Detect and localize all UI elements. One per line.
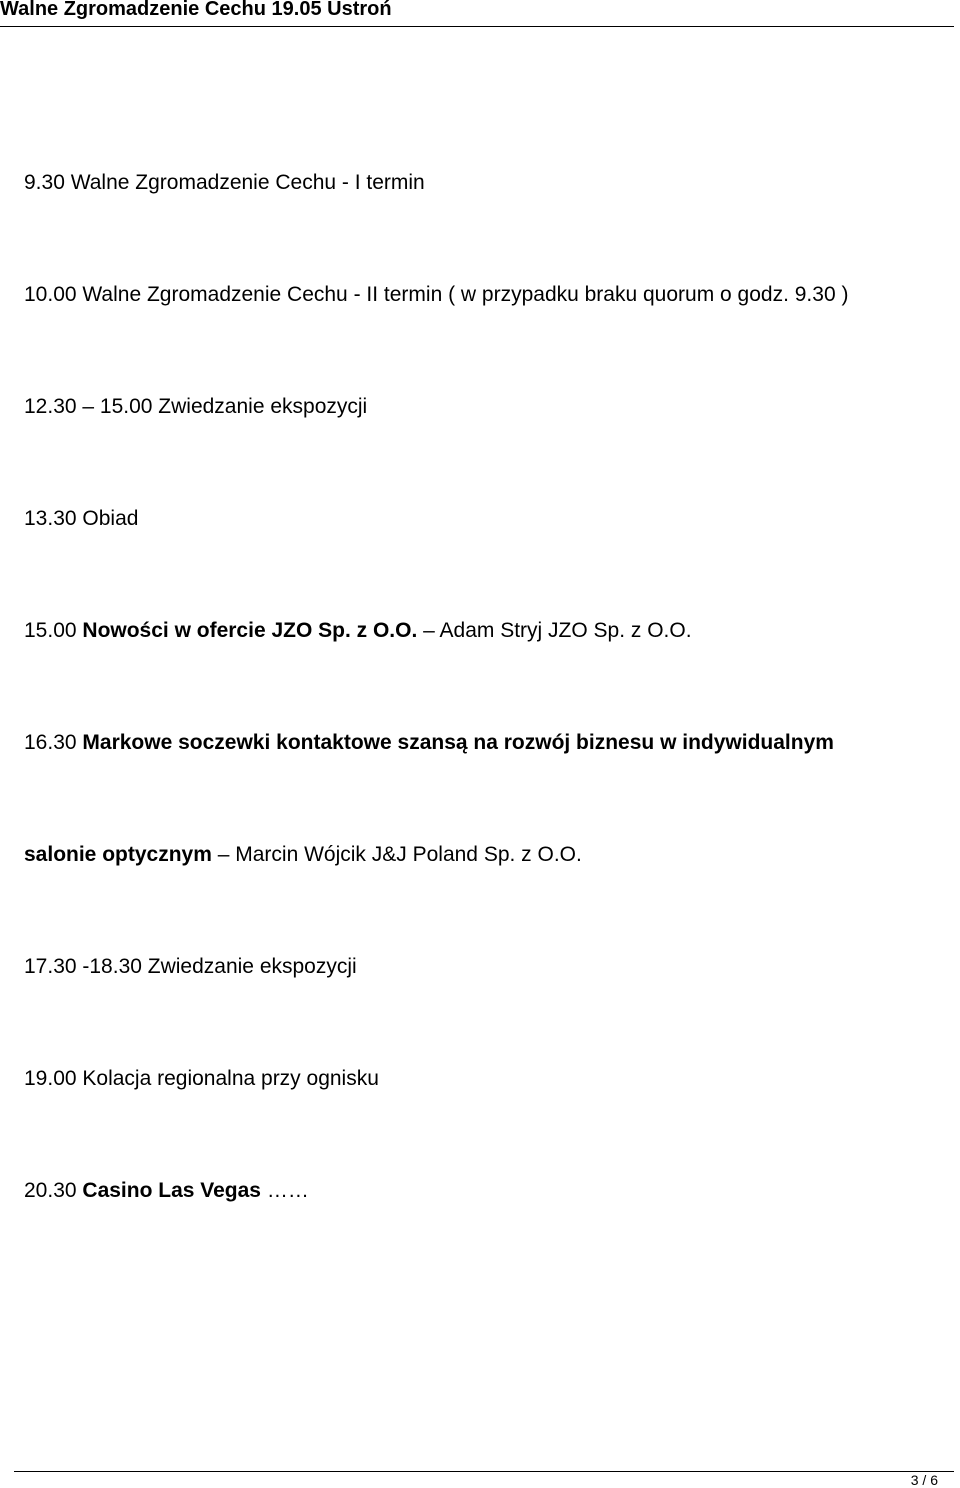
agenda-item-title: Markowe soczewki kontaktowe szansą na rozwój biznesu w indywidualnym (82, 731, 834, 754)
agenda-item-1730 (24, 954, 357, 980)
agenda-item-speaker: – Marcin Wójcik J&J Poland Sp. z O.O. (217, 843, 582, 866)
agenda-item-text: 17.30 -18.30 Zwiedzanie ekspozycji (24, 955, 357, 978)
agenda-item-text: 13.30 Obiad (24, 507, 139, 530)
agenda-item-title: Nowości w ofercie JZO Sp. z O.O. (82, 619, 418, 642)
document-title: Walne Zgromadzenie Cechu 19.05 Ustroń (0, 0, 392, 20)
agenda-item-title: salonie optycznym (24, 843, 212, 866)
agenda-item-1500 (24, 618, 692, 644)
agenda-item-1230 (24, 394, 367, 420)
agenda-item-0930 (24, 170, 425, 196)
agenda-item-2030 (24, 1178, 309, 1204)
agenda-item-time: 16.30 (24, 731, 77, 754)
agenda-item-1330 (24, 506, 138, 532)
agenda-item-text: 9.30 Walne Zgromadzenie Cechu - I termin (24, 171, 425, 194)
document-header (0, 0, 960, 32)
agenda-item-title: Casino Las Vegas (82, 1179, 261, 1202)
agenda-item-time: 20.30 (24, 1179, 77, 1202)
page-number: 3 / 6 (910, 1472, 938, 1488)
agenda-item-1630 (24, 730, 834, 756)
agenda-item-1900 (24, 1066, 379, 1092)
agenda-item-1000 (24, 282, 848, 308)
footer-divider (14, 1471, 954, 1472)
agenda-item-speaker: – Adam Stryj JZO Sp. z O.O. (423, 619, 692, 642)
agenda-item-1630-continued (24, 842, 582, 868)
header-divider (0, 26, 954, 27)
agenda-item-time: 15.00 (24, 619, 77, 642)
agenda-item-ellipsis: …… (266, 1179, 309, 1202)
agenda-item-text: 10.00 Walne Zgromadzenie Cechu - II termin ( w przypadku braku quorum o godz. 9.30 ) (24, 283, 849, 306)
agenda-item-text: 12.30 – 15.00 Zwiedzanie ekspozycji (24, 395, 368, 418)
agenda-item-text: 19.00 Kolacja regionalna przy ognisku (24, 1067, 379, 1090)
